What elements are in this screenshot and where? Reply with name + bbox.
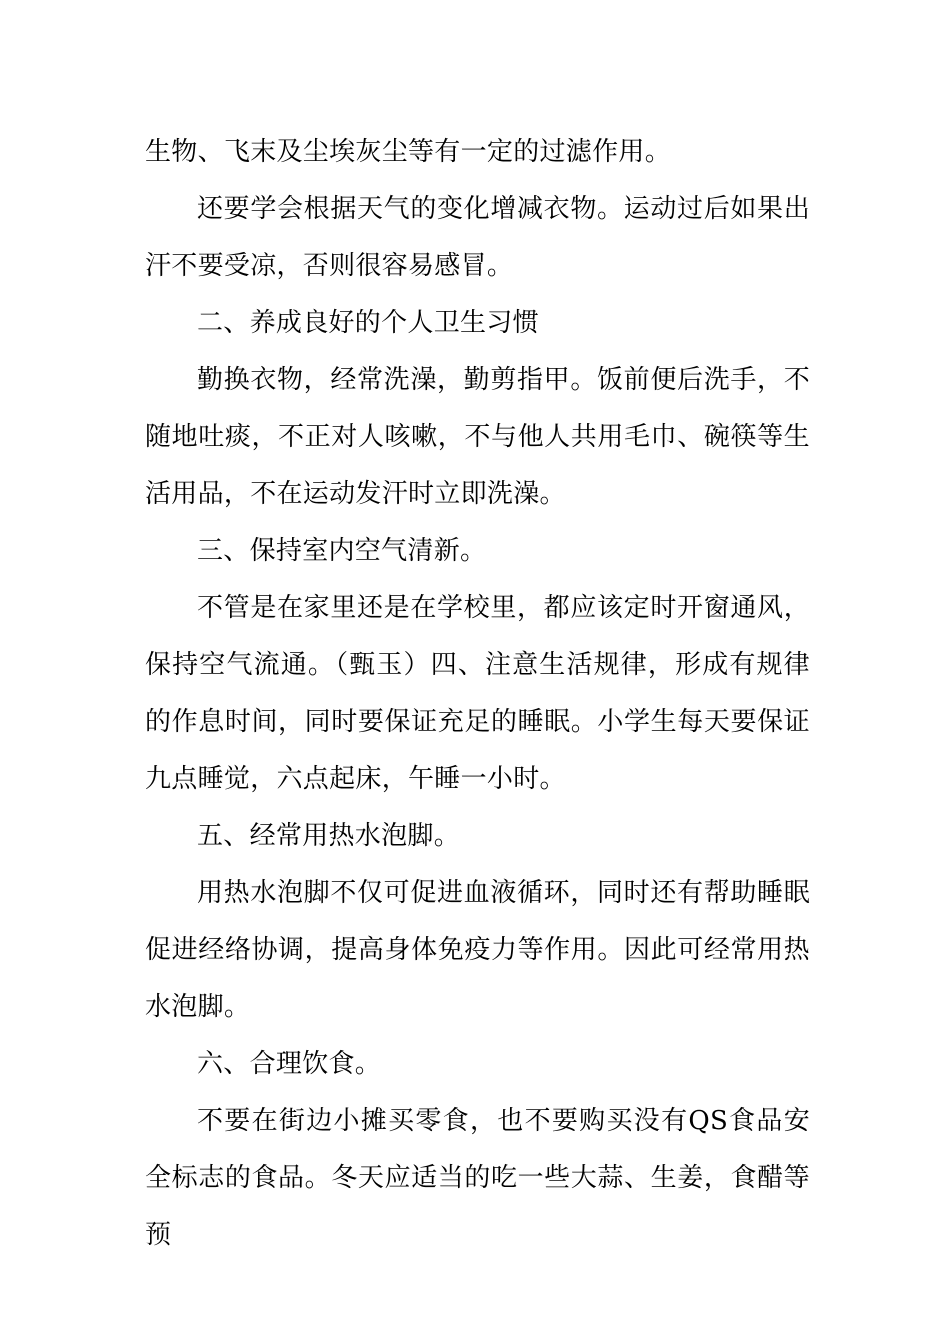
paragraph-clothing: 还要学会根据天气的变化增减衣物。运动过后如果出汗不要受凉，否则很容易感冒。: [145, 194, 810, 281]
paragraph-hygiene: 勤换衣物，经常洗澡，勤剪指甲。饭前便后洗手，不随地吐痰，不正对人咳嗽，不与他人共用毛巾、碗筷等生活用品，不在运动发汗时立即洗澡。: [145, 365, 810, 509]
paragraph-air-and-routine: 不管是在家里还是在学校里，都应该定时开窗通风，保持空气流通。（甄玉）四、注意生活规律，形成有规律的作息时间，同时要保证充足的睡眠。小学生每天要保证九点睡觉，六点起床，午睡一小时。: [145, 593, 810, 794]
section-heading-air: 三、保持室内空气清新。: [197, 536, 487, 566]
paragraph-continuation: 生物、飞末及尘埃灰尘等有一定的过滤作用。: [145, 137, 672, 167]
section-heading-foot-soak: 五、经常用热水泡脚。: [197, 821, 461, 851]
document-body: [145, 124, 810, 1264]
paragraph-foot-soak: 用热水泡脚不仅可促进血液循环，同时还有帮助睡眠促进经络协调，提高身体免疫力等作用。因此可经常用热水泡脚。: [145, 878, 810, 1022]
section-heading-diet: 六、合理饮食。: [197, 1049, 382, 1079]
section-heading-hygiene: 二、养成良好的个人卫生习惯: [197, 308, 539, 338]
paragraph-diet: 不要在街边小摊买零食，也不要购买没有QS食品安全标志的食品。冬天应适当的吃一些大蒜、生姜，食醋等预: [145, 1106, 810, 1250]
